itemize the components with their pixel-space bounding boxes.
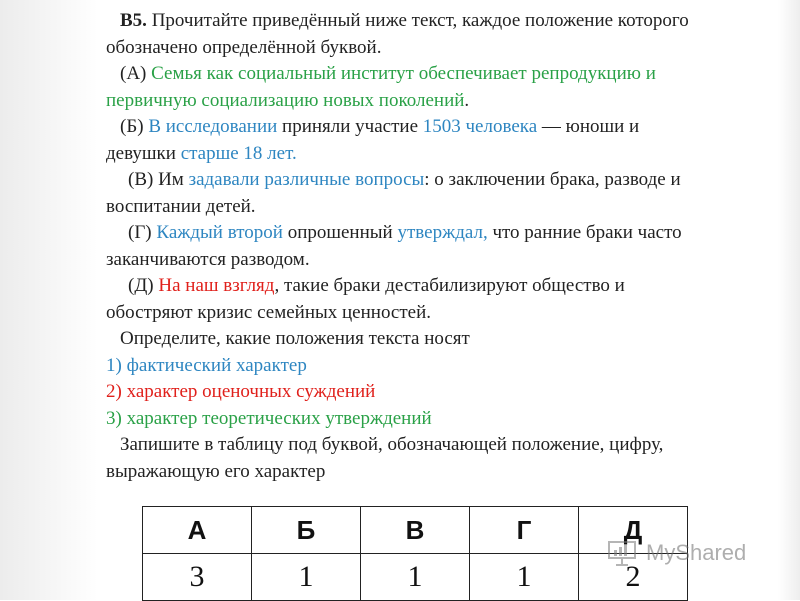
- question-text: Определите, какие положения текста носят: [120, 328, 470, 349]
- statement-v-cont: воспитании детей.: [106, 195, 256, 217]
- statement-a-cont: первичную социализацию новых поколений.: [106, 89, 470, 111]
- value-cell-a: 3: [143, 554, 252, 601]
- text-line-2: обозначено определённой буквой.: [106, 36, 382, 58]
- instruction-text: Запишите в таблицу под буквой, обозначающей положение, цифру,: [120, 434, 664, 455]
- header-cell-v: В: [361, 507, 470, 554]
- watermark-text: MyShared: [646, 540, 747, 565]
- header-cell-d: Д: [579, 507, 688, 554]
- statement-g: (Г) Каждый второй опрошенный утверждал, что ранние браки часто: [128, 222, 682, 243]
- option-factual: 1) фактический характер: [106, 354, 307, 376]
- task-text: [106, 8, 786, 485]
- text-line-1: В5. Прочитайте приведённый ниже текст, каждое положение которого: [120, 10, 689, 31]
- statement-b-cont: девушки старше 18 лет.: [106, 142, 297, 164]
- statement-d: (Д) На наш взгляд, такие браки дестабилизируют общество и: [128, 275, 625, 296]
- statement-g-cont: заканчиваются разводом.: [106, 248, 310, 270]
- presentation-icon: [606, 538, 640, 568]
- value-cell-d: 2: [579, 554, 688, 601]
- statement-a: (А) Семья как социальный институт обеспечивает репродукцию и: [120, 63, 656, 84]
- option-evaluative: 2) характер оценочных суждений: [106, 381, 376, 402]
- header-cell-a: А: [143, 507, 252, 554]
- watermark: [606, 538, 746, 568]
- statement-v: (В) Им задавали различные вопросы: о заключении брака, разводе и: [128, 169, 681, 190]
- statement-b: (Б) В исследовании приняли участие 1503 человека — юноши и: [120, 116, 640, 137]
- value-cell-b: 1: [252, 554, 361, 601]
- left-shade: [0, 0, 98, 600]
- value-cell-v: 1: [361, 554, 470, 601]
- task-number: В5.: [120, 10, 147, 31]
- value-cell-g: 1: [470, 554, 579, 601]
- header-cell-g: Г: [470, 507, 579, 554]
- option-theoretical: 3) характер теоретических утверждений: [106, 407, 432, 429]
- header-cell-b: Б: [252, 507, 361, 554]
- instruction-text-cont: выражающую его характер: [106, 460, 326, 482]
- statement-d-cont: обостряют кризис семейных ценностей.: [106, 301, 432, 323]
